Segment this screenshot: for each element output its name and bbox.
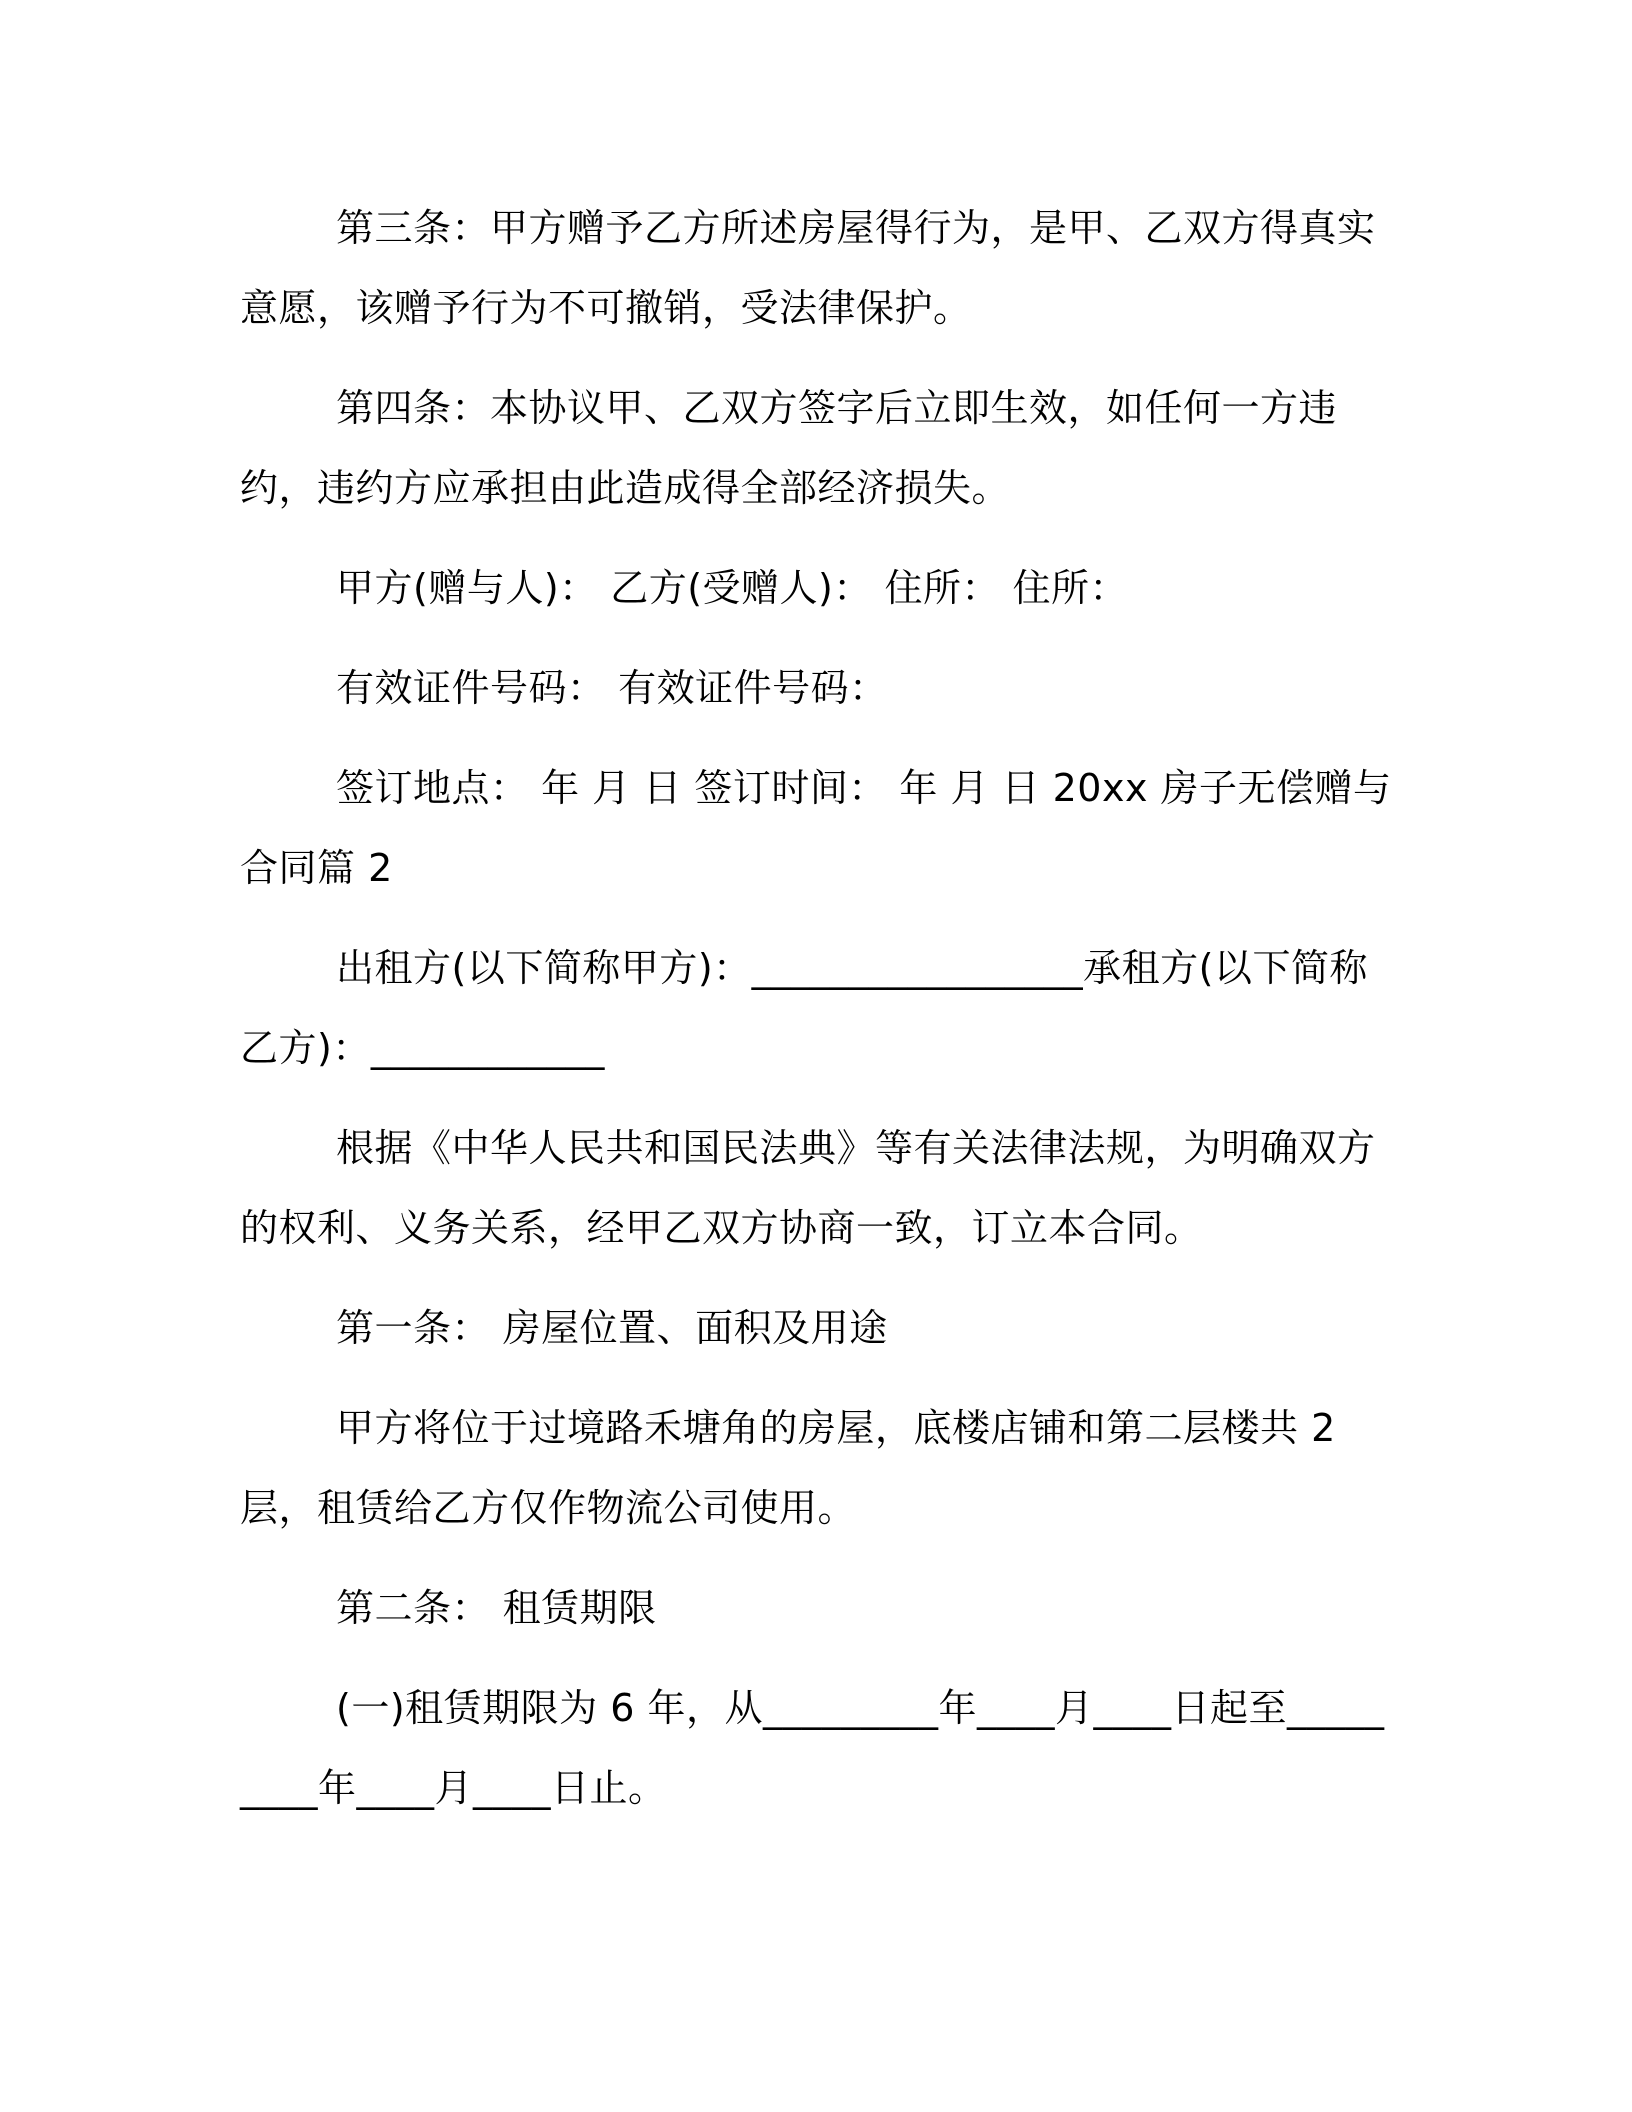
- paragraph-lessor-lessee: 出租方(以下简称甲方)：_________________承租方(以下简称乙方)：____________: [240, 946, 1368, 1070]
- paragraph-lease-article-1: 第一条： 房屋位置、面积及用途: [336, 1306, 888, 1350]
- paragraph-article-4: 第四条：本协议甲、乙双方签字后立即生效，如任何一方违约，违约方应承担由此造成得全部经济损失。: [240, 386, 1338, 510]
- paragraph-property-location: 甲方将位于过境路禾塘角的房屋，底楼店铺和第二层楼共 2 层，租赁给乙方仅作物流公司使用。: [240, 1406, 1336, 1530]
- paragraph-legal-basis: 根据《中华人民共和国民法典》等有关法律法规，为明确双方的权利、义务关系，经甲乙双方协商一致，订立本合同。: [240, 1126, 1376, 1250]
- paragraph-signing-info: 签订地点： 年 月 日 签订时间： 年 月 日 20xx 房子无偿赠与合同篇 2: [240, 766, 1392, 890]
- paragraph-article-3: 第三条：甲方赠予乙方所述房屋得行为，是甲、乙双方得真实意愿，该赠予行为不可撤销，受法律保护。: [240, 206, 1376, 330]
- paragraph-id-numbers: 有效证件号码： 有效证件号码：: [336, 666, 888, 710]
- paragraph-lease-term: (一)租赁期限为 6 年，从_________年____月____日起至_________年____月____日止。: [240, 1686, 1385, 1810]
- paragraph-lease-article-2: 第二条： 租赁期限: [336, 1586, 657, 1630]
- paragraph-parties-address: 甲方(赠与人)： 乙方(受赠人)： 住所： 住所：: [336, 566, 1129, 610]
- document-body: [240, 188, 1392, 1828]
